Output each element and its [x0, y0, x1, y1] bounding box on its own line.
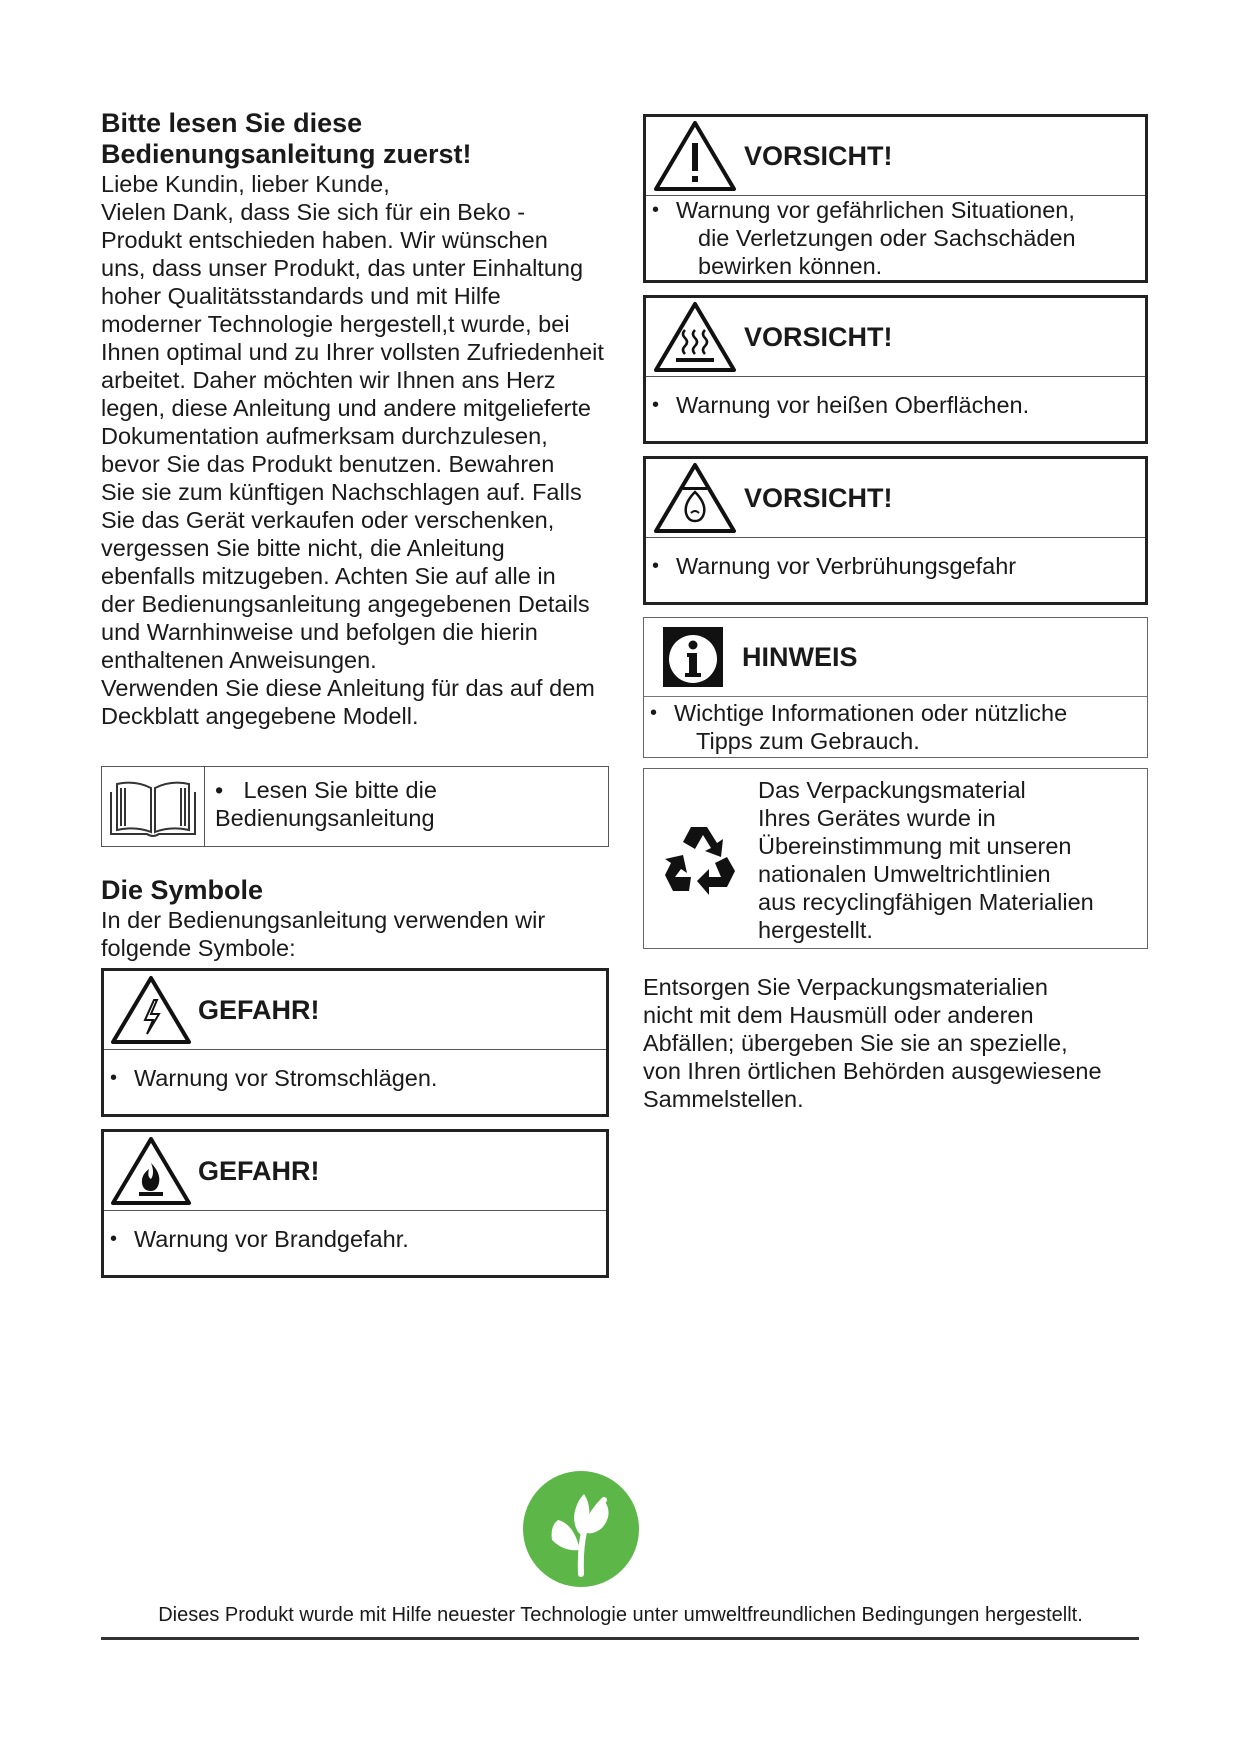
symbol-text: Tipps zum Gebrauch.: [696, 728, 920, 754]
scalding-warning-icon: [652, 461, 738, 535]
read-manual-text: • Lesen Sie bitte die Bedienungsanleitung: [215, 777, 437, 831]
intro-line: hoher Qualitätsstandards und mit Hilfe: [101, 283, 501, 309]
intro-line: der Bedienungsanleitung angegebenen Details: [101, 591, 590, 617]
intro-line: Verwenden Sie diese Anleitung für das auf dem: [101, 675, 595, 701]
symbol-body: [646, 196, 1145, 280]
symbol-body: [646, 538, 1145, 602]
title-line-1: Bitte lesen Sie diese: [101, 108, 363, 138]
intro-line: vergessen Sie bitte nicht, die Anleitung: [101, 535, 505, 561]
symbol-text: Warnung vor Brandgefahr.: [134, 1226, 409, 1252]
page-title: [101, 108, 609, 170]
list-item: • Warnung vor gefährlichen Situationen,: [652, 197, 1075, 223]
read-manual-box: [101, 766, 609, 847]
intro-line: Sie das Gerät verkaufen oder verschenken,: [101, 507, 555, 533]
caution-general-box: [643, 114, 1148, 283]
recycling-line: Übereinstimmung mit unseren: [758, 833, 1072, 859]
symbols-intro-line: folgende Symbole:: [101, 935, 296, 961]
symbol-text: bewirken können.: [698, 253, 883, 279]
intro-line: legen, diese Anleitung und andere mitgelieferte: [101, 395, 591, 421]
symbol-header: [104, 1132, 606, 1211]
recycling-line: Ihres Gerätes wurde in: [758, 805, 996, 831]
symbol-title: GEFAHR!: [198, 994, 320, 1025]
intro-line: Ihnen optimal und zu Ihrer vollsten Zufriedenheit: [101, 339, 604, 365]
symbol-header: [646, 117, 1145, 196]
intro-line: Sie sie zum künftigen Nachschlagen auf. Falls: [101, 479, 582, 505]
symbol-text: Wichtige Informationen oder nützliche: [674, 700, 1068, 726]
recycling-box: [643, 768, 1148, 949]
intro-line: Produkt entschieden haben. Wir wünschen: [101, 227, 548, 253]
recycling-text: [758, 769, 1094, 948]
intro-line: enthaltenen Anweisungen.: [101, 647, 377, 673]
symbol-text: Warnung vor heißen Oberflächen.: [676, 392, 1030, 418]
hot-surface-warning-icon: [652, 300, 738, 374]
symbol-body: [104, 1050, 606, 1114]
recycle-icon: [661, 821, 741, 897]
symbol-text: Warnung vor Verbrühungsgefahr: [676, 553, 1017, 579]
symbol-title: HINWEIS: [742, 641, 858, 672]
intro-line: bevor Sie das Produkt benutzen. Bewahren: [101, 451, 555, 477]
title-line-2: Bedienungsanleitung zuerst!: [101, 139, 472, 169]
list-item: • Warnung vor Verbrühungsgefahr: [652, 553, 1017, 579]
symbol-header: [646, 298, 1145, 377]
symbol-title: VORSICHT!: [744, 140, 893, 171]
note-box: [643, 617, 1148, 758]
list-item: • Wichtige Informationen oder nützliche: [650, 700, 1068, 726]
read-line-1: Lesen Sie bitte die: [243, 777, 437, 803]
symbols-title: Die Symbole: [101, 875, 264, 905]
symbol-body: [644, 697, 1147, 757]
caution-warning-icon: [652, 119, 738, 193]
intro-line: Vielen Dank, dass Sie sich für ein Beko -: [101, 199, 526, 225]
intro-text: [101, 170, 609, 730]
book-icon-cell: [102, 767, 205, 846]
list-item: • Warnung vor heißen Oberflächen.: [652, 392, 1030, 418]
caution-hot-surface-box: [643, 295, 1148, 444]
symbol-body: [646, 377, 1145, 441]
footer-divider: [101, 1637, 1139, 1640]
symbol-title: VORSICHT!: [744, 321, 893, 352]
symbols-intro: [101, 906, 609, 962]
right-column: [643, 114, 1148, 1113]
symbol-header: [104, 971, 606, 1050]
intro-line: moderner Technologie hergestell,t wurde, bei: [101, 311, 570, 337]
info-icon: [661, 625, 725, 689]
disposal-line: Abfällen; übergeben Sie sie an spezielle,: [643, 1030, 1068, 1056]
intro-line: und Warnhinweise und befolgen die hierin: [101, 619, 538, 645]
symbol-text: Warnung vor Stromschlägen.: [134, 1065, 438, 1091]
symbols-intro-line: In der Bedienungsanleitung verwenden wir: [101, 907, 546, 933]
danger-electric-box: [101, 968, 609, 1117]
symbol-text: Warnung vor gefährlichen Situationen,: [676, 197, 1075, 223]
fire-warning-icon: [109, 1135, 193, 1207]
intro-line: Deckblatt angegebene Modell.: [101, 703, 419, 729]
footer-text: Dieses Produkt wurde mit Hilfe neuester Technologie unter umweltfreundlichen Bedingungen hergestellt.: [158, 1604, 1083, 1626]
intro-line: Liebe Kundin, lieber Kunde,: [101, 171, 390, 197]
electric-shock-warning-icon: [109, 974, 193, 1046]
intro-line: uns, dass unser Produkt, das unter Einhaltung: [101, 255, 584, 281]
disposal-text: [643, 973, 1148, 1113]
symbol-body: [104, 1211, 606, 1275]
left-column: [101, 108, 609, 1278]
intro-line: arbeitet. Daher möchten wir Ihnen ans Herz: [101, 367, 556, 393]
symbol-title: VORSICHT!: [744, 482, 893, 513]
read-line-2: Bedienungsanleitung: [215, 805, 435, 831]
disposal-line: Sammelstellen.: [643, 1086, 804, 1112]
intro-line: ebenfalls mitzugeben. Achten Sie auf alle in: [101, 563, 556, 589]
danger-fire-box: [101, 1129, 609, 1278]
recycling-line: Das Verpackungsmaterial: [758, 777, 1026, 803]
caution-scald-box: [643, 456, 1148, 605]
disposal-line: nicht mit dem Hausmüll oder anderen: [643, 1002, 1034, 1028]
list-item: • Warnung vor Brandgefahr.: [110, 1226, 409, 1252]
book-icon: [107, 774, 199, 840]
symbol-header: [646, 459, 1145, 538]
list-item: • Warnung vor Stromschlägen.: [110, 1065, 438, 1091]
recycling-line: hergestellt.: [758, 917, 873, 943]
recycling-line: nationalen Umweltrichtlinien: [758, 861, 1051, 887]
disposal-line: Entsorgen Sie Verpackungsmaterialien: [643, 974, 1048, 1000]
symbol-text: die Verletzungen oder Sachschäden: [698, 225, 1076, 251]
disposal-line: von Ihren örtlichen Behörden ausgewiesene: [643, 1058, 1102, 1084]
symbol-title: GEFAHR!: [198, 1155, 320, 1186]
recycling-line: aus recyclingfähigen Materialien: [758, 889, 1094, 915]
eco-leaf-icon: [522, 1470, 640, 1588]
intro-line: Dokumentation aufmerksam durchzulesen,: [101, 423, 548, 449]
symbol-header: [644, 618, 1147, 697]
